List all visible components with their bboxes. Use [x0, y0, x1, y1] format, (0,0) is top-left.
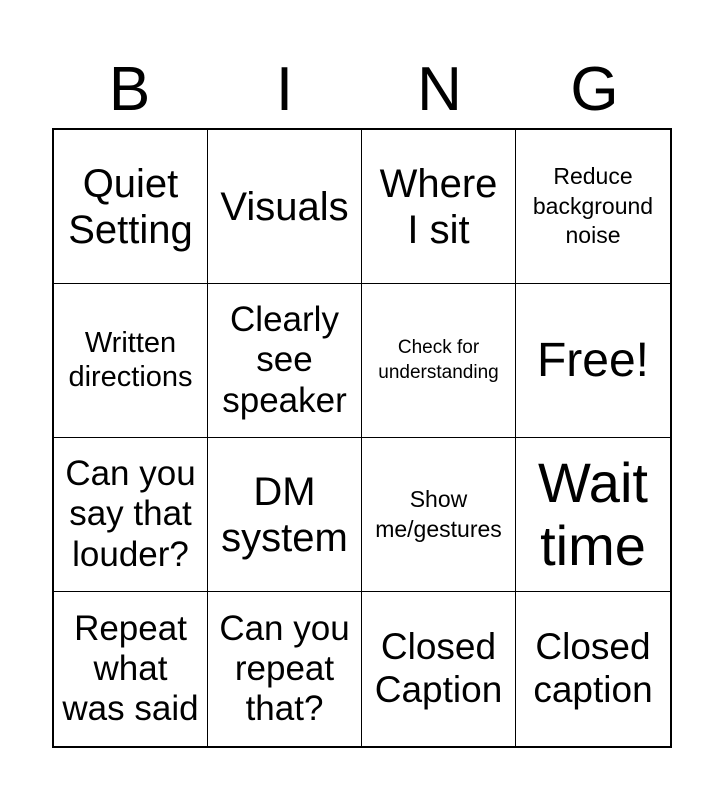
- bingo-cell[interactable]: [516, 438, 670, 592]
- bingo-grid: [52, 128, 672, 748]
- cell-text: Quiet Setting: [68, 161, 193, 252]
- header-letter-n: N: [417, 55, 462, 124]
- bingo-cell[interactable]: [362, 130, 516, 284]
- bingo-cell[interactable]: [208, 438, 362, 592]
- bingo-cell[interactable]: [208, 284, 362, 438]
- bingo-cell[interactable]: [516, 592, 670, 746]
- bingo-cell[interactable]: [54, 438, 208, 592]
- header-letter-g: G: [570, 55, 619, 124]
- header-letter-b: B: [108, 55, 151, 124]
- bingo-cell[interactable]: [516, 130, 670, 284]
- bingo-cell[interactable]: [208, 130, 362, 284]
- bingo-cell[interactable]: [54, 284, 208, 438]
- bingo-header: [52, 52, 672, 128]
- bingo-cell[interactable]: [362, 438, 516, 592]
- header-letter-i: I: [275, 55, 294, 124]
- cell-text: Visuals: [220, 184, 349, 229]
- bingo-cell[interactable]: [362, 592, 516, 746]
- bingo-cell-free[interactable]: [516, 284, 670, 438]
- cell-text: Can you repeat that?: [219, 608, 350, 729]
- cell-text: Clearly see speaker: [222, 300, 347, 420]
- cell-text: Show me/gestures: [375, 485, 502, 542]
- cell-text: Where I sit: [379, 161, 498, 252]
- bingo-cell[interactable]: [54, 592, 208, 746]
- bingo-cell[interactable]: [54, 130, 208, 284]
- cell-text: Free!: [536, 333, 650, 387]
- cell-text: Closed Caption: [374, 626, 503, 710]
- bingo-cell[interactable]: [362, 284, 516, 438]
- bingo-cell[interactable]: [208, 592, 362, 746]
- cell-text: Wait time: [538, 450, 648, 577]
- cell-text: Repeat what was said: [62, 608, 199, 729]
- cell-text: Closed caption: [533, 626, 653, 710]
- cell-text: Check for understanding: [378, 336, 499, 383]
- cell-text: Can you say that louder?: [65, 454, 196, 574]
- cell-text: Written directions: [68, 327, 193, 393]
- cell-text: DM system: [221, 469, 348, 560]
- cell-text: Reduce background noise: [532, 162, 654, 249]
